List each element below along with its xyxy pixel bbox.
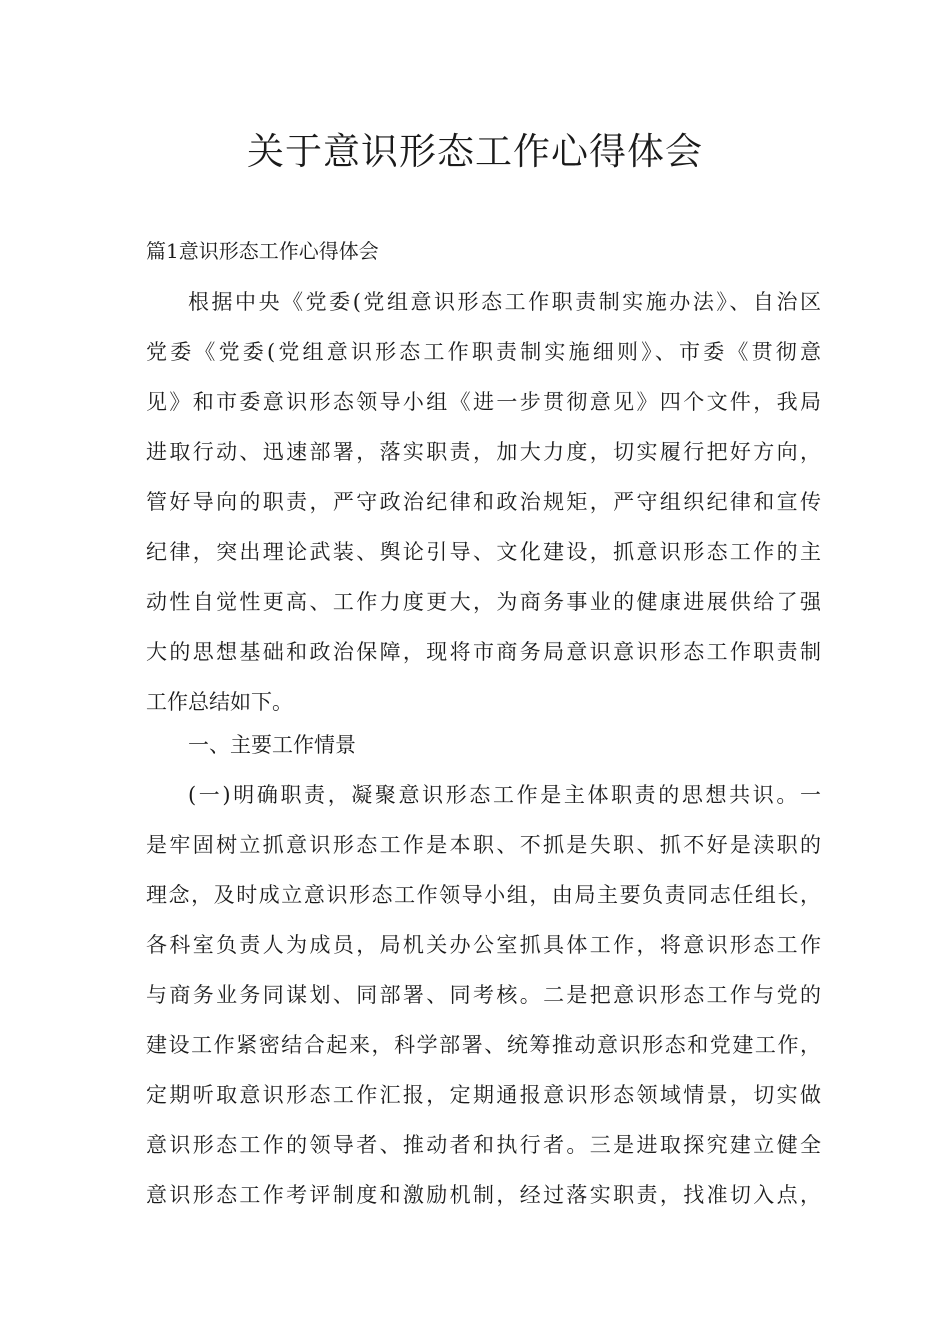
paragraph-line: 大的思想基础和政治保障，现将市商务局意识意识形态工作职责制	[146, 640, 821, 664]
paragraph-1	[146, 277, 821, 727]
paragraph-2	[146, 770, 821, 1220]
paragraph-line: 建设工作紧密结合起来，科学部署、统筹推动意识形态和党建工作，	[146, 1033, 821, 1057]
section-heading: 一、主要工作情景	[188, 733, 356, 757]
paragraph-line: 动性自觉性更高、工作力度更大，为商务事业的健康进展供给了强	[146, 590, 821, 614]
chapter-heading: 篇1意识形态工作心得体会	[146, 239, 379, 263]
paragraph-line: (一)明确职责，凝聚意识形态工作是主体职责的思想共识。一	[188, 783, 821, 807]
paragraph-line: 意识形态工作考评制度和激励机制，经过落实职责，找准切入点，	[146, 1183, 821, 1207]
paragraph-line: 理念，及时成立意识形态工作领导小组，由局主要负责同志任组长，	[146, 883, 821, 907]
paragraph-line: 纪律，突出理论武装、舆论引导、文化建设，抓意识形态工作的主	[146, 540, 821, 564]
paragraph-line: 与商务业务同谋划、同部署、同考核。二是把意识形态工作与党的	[146, 983, 821, 1007]
paragraph-line: 是牢固树立抓意识形态工作是本职、不抓是失职、抓不好是渎职的	[146, 833, 821, 857]
paragraph-line: 工作总结如下。	[146, 690, 293, 714]
paragraph-line: 党委《党委(党组意识形态工作职责制实施细则》、市委《贯彻意	[146, 340, 821, 364]
document-title: 关于意识形态工作心得体会	[247, 130, 703, 173]
paragraph-line: 根据中央《党委(党组意识形态工作职责制实施办法》、自治区	[188, 290, 821, 314]
paragraph-line: 定期听取意识形态工作汇报，定期通报意识形态领域情景，切实做	[146, 1083, 821, 1107]
paragraph-line: 进取行动、迅速部署，落实职责，加大力度，切实履行把好方向，	[146, 440, 821, 464]
paragraph-line: 意识形态工作的领导者、推动者和执行者。三是进取探究建立健全	[146, 1133, 821, 1157]
paragraph-line: 管好导向的职责，严守政治纪律和政治规矩，严守组织纪律和宣传	[146, 490, 821, 514]
paragraph-line: 各科室负责人为成员，局机关办公室抓具体工作，将意识形态工作	[146, 933, 821, 957]
paragraph-line: 见》和市委意识形态领导小组《进一步贯彻意见》四个文件，我局	[146, 390, 821, 414]
